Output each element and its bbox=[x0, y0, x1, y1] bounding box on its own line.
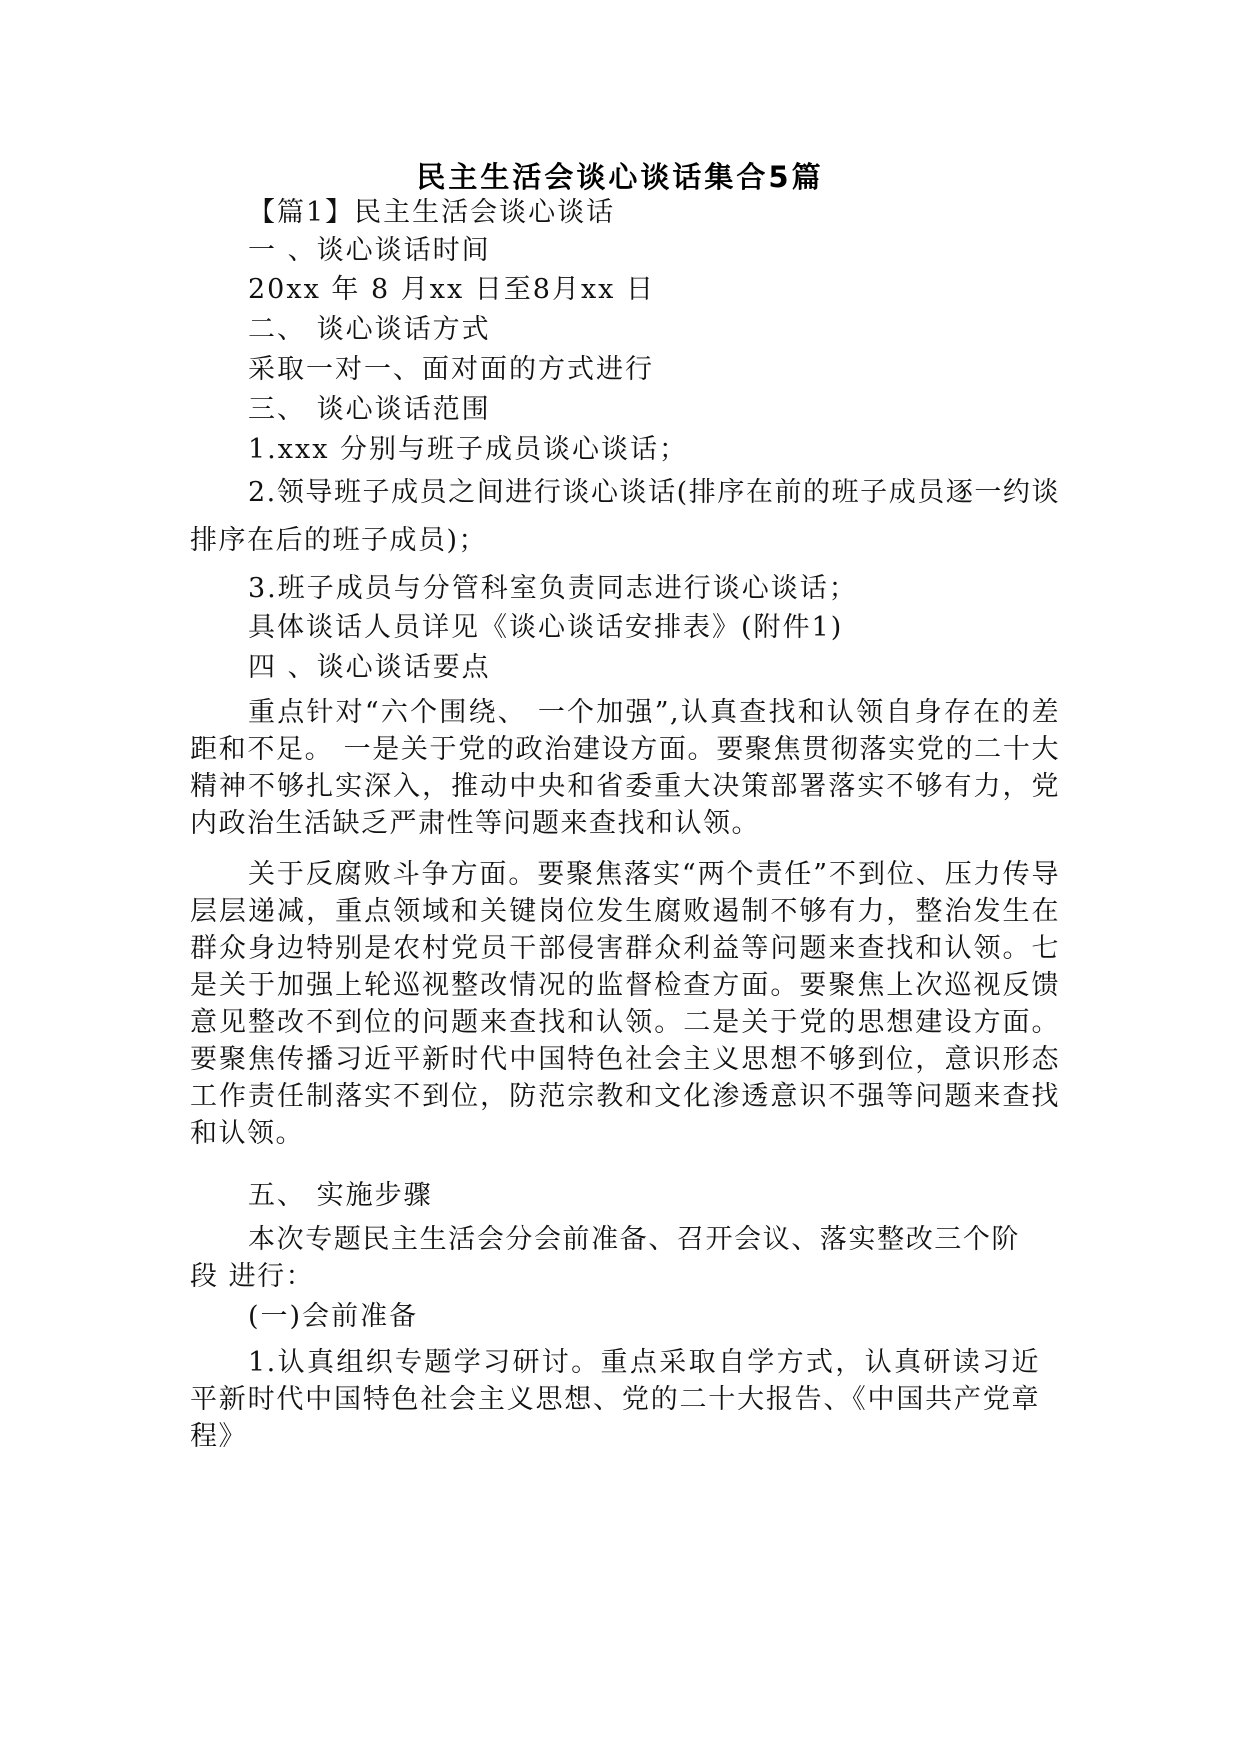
heading-implementation-steps: 五、 实施步骤 bbox=[248, 1180, 433, 1211]
scope-item-2: 2.领导班子成员之间进行谈心谈话(排序在前的班子成员逐一约谈排序在后的班子成员)； bbox=[190, 477, 1060, 556]
section-heading-part1: 【篇1】民主生活会谈心谈话 bbox=[248, 197, 616, 228]
paragraph-steps: 本次专题民主生活会分会前准备、召开会议、落实整改三个阶段 进行： bbox=[190, 1224, 1020, 1292]
heading-talk-scope: 三、 谈心谈话范围 bbox=[248, 394, 491, 425]
heading-talk-points: 四 、谈心谈话要点 bbox=[248, 652, 491, 683]
heading-talk-method: 二、 谈心谈话方式 bbox=[248, 314, 491, 345]
scope-attachment-note: 具体谈话人员详见《谈心谈话安排表》(附件1) bbox=[248, 612, 844, 643]
paragraph-talk-points: 重点针对“六个围绕、 一个加强”,认真查找和认领自身存在的差距和不足。 一是关于党的政治建设方面。要聚焦贯彻落实党的二十大精神不够扎实深入，推动中央和省委重大决策部署落实不够有力，党内政治生活缺乏严肃性等问题来查找和认领。 bbox=[190, 697, 1060, 839]
heading-pre-meeting-prep: (一)会前准备 bbox=[248, 1301, 419, 1332]
document-title: 民主生活会谈心谈话集合5篇 bbox=[416, 160, 824, 194]
heading-talk-time: 一 、谈心谈话时间 bbox=[248, 235, 491, 266]
paragraph-anticorruption: 关于反腐败斗争方面。要聚焦落实“两个责任”不到位、压力传导层层递减，重点领域和关键岗位发生腐败遏制不够有力，整治发生在群众身边特别是农村党员干部侵害群众利益等问题来查找和认领。七是关于加强上轮巡视整改情况的监督检查方面。要聚焦上次巡视反馈意见整改不到位的问题来查找和认领。二是关于党的思想建设方面。要聚焦传播习近平新时代中国特色社会主义思想不够到位，意识形态工作责任制落实不到位，防范宗教和文化渗透意识不强等问题来查找和认领。 bbox=[190, 859, 1060, 1149]
talk-method-value: 采取一对一、面对面的方式进行 bbox=[248, 354, 654, 385]
scope-item-3: 3.班子成员与分管科室负责同志进行谈心谈话； bbox=[248, 573, 858, 604]
scope-item-1: 1.xxx 分别与班子成员谈心谈话； bbox=[248, 434, 689, 465]
talk-time-value: 20xx 年 8 月xx 日至8月xx 日 bbox=[248, 274, 655, 305]
paragraph-study: 1.认真组织专题学习研讨。重点采取自学方式，认真研读习近平新时代中国特色社会主义思想、党的二十大报告、《中国共产党章程》 bbox=[190, 1347, 1040, 1452]
